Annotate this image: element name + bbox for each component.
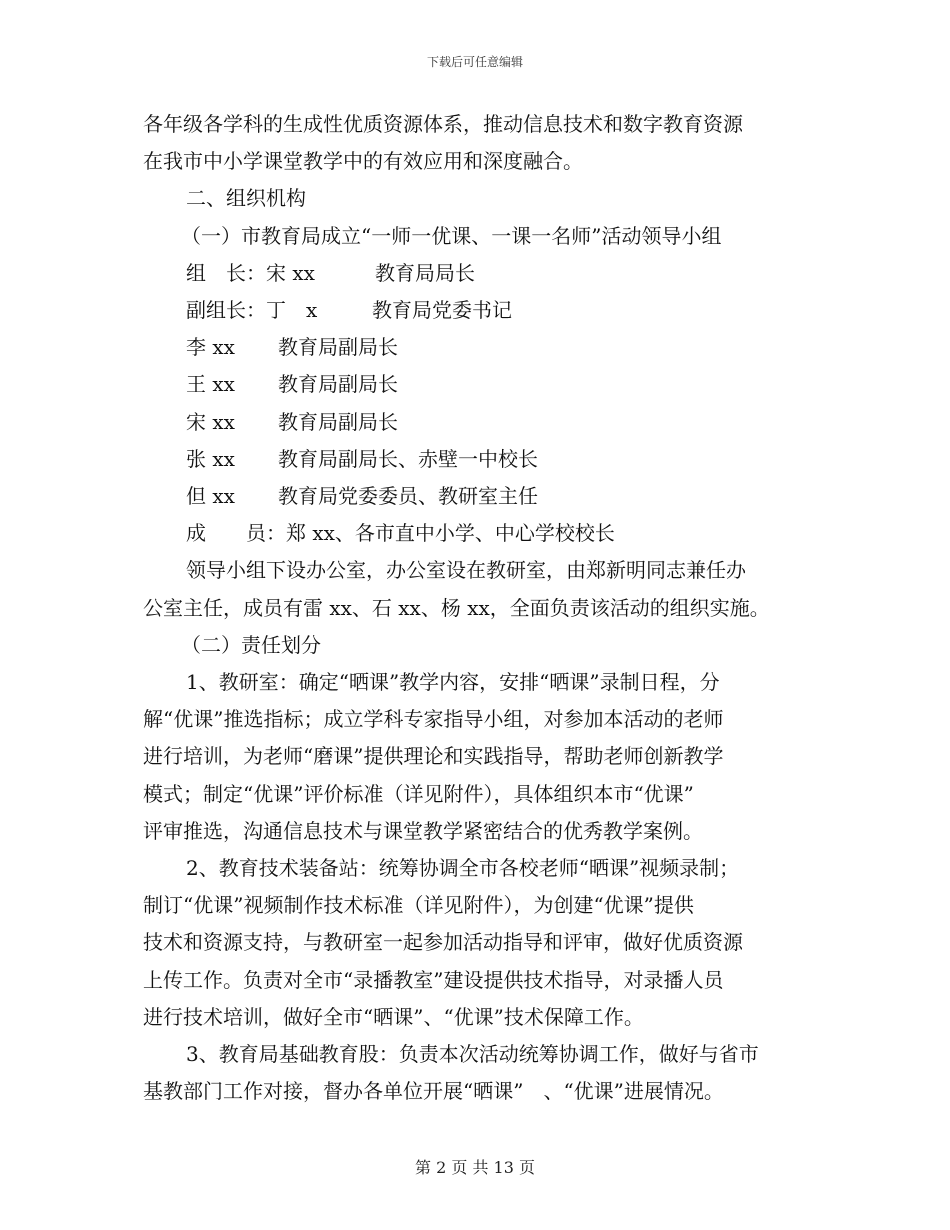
member-row [143, 366, 815, 403]
member-title: 教育局党委委员、教研室主任 [278, 484, 538, 509]
paragraph-line: 各年级各学科的生成性优质资源体系，推动信息技术和数字教育资源 [143, 112, 743, 136]
member-name: 宋 xx [186, 409, 235, 434]
paragraph-line: 领导小组下设办公室，办公室设在教研室，由郑新明同志兼任办 [186, 558, 746, 583]
member-title: 教育局副局长 [278, 372, 398, 397]
member-row [143, 478, 815, 515]
paragraph-line: 评审推选，沟通信息技术与课堂教学紧密结合的优秀教学案例。 [143, 818, 703, 843]
member-name: 王 xx [186, 372, 235, 397]
leader-title: 教育局局长 [375, 260, 475, 285]
paragraph-line: 解“优课”推选指标；成立学科专家指导小组，对参加本活动的老师 [143, 707, 724, 732]
paragraph-line: 模式；制定“优课”评价标准（详见附件），具体组织本市“优课” [143, 781, 694, 806]
members-line: 成 员：郑 xx、各市直中小学、中心学校校长 [186, 521, 615, 546]
paragraph-line: 3、教育局基础教育股：负责本次活动统筹协调工作，做好与省市 [186, 1042, 759, 1067]
paragraph-line: 进行技术培训，做好全市“晒课”、“优课”技术保障工作。 [143, 1004, 644, 1029]
section-heading: 二、组织机构 [186, 186, 306, 211]
paragraph-line: 在我市中小学课堂教学中的有效应用和深度融合。 [143, 149, 583, 174]
member-title: 教育局副局长 [278, 409, 398, 434]
member-name: 张 xx [186, 446, 235, 471]
page-footer: 第 2 页 共 13 页 [415, 1158, 535, 1177]
member-row [143, 329, 815, 366]
subsection-heading: （一）市教育局成立“一师一优课、一课一名师”活动领导小组 [181, 223, 722, 248]
member-title: 教育局副局长 [278, 335, 398, 360]
paragraph-line: 基教部门工作对接，督办各单位开展“晒课” 、“优课”进展情况。 [143, 1079, 724, 1104]
paragraph-line: 技术和资源支持，与教研室一起参加活动指导和评审，做好优质资源 [143, 930, 743, 955]
document-body [143, 106, 815, 1110]
paragraph-line: 1、教研室：确定“晒课”教学内容，安排“晒课”录制日程，分 [186, 670, 720, 695]
member-title: 教育局副局长、赤壁一中校长 [278, 446, 538, 471]
leader-row [143, 292, 815, 329]
subsection-heading: （二）责任划分 [181, 632, 321, 657]
page-header: 下载后可任意编辑 [426, 55, 523, 69]
member-row [143, 441, 815, 478]
member-row [143, 404, 815, 441]
paragraph-line: 进行培训，为老师“磨课”提供理论和实践指导，帮助老师创新教学 [143, 744, 724, 769]
paragraph-line: 2、教育技术装备站：统筹协调全市各校老师“晒课”视频录制； [186, 856, 740, 881]
leader-title: 教育局党委书记 [372, 298, 512, 323]
member-name: 李 xx [186, 335, 235, 360]
leader-name: 副组长：丁 x [186, 298, 318, 323]
leader-name: 组 长：宋 xx [186, 260, 315, 285]
leader-row [143, 255, 815, 292]
member-name: 但 xx [186, 484, 235, 509]
paragraph-line: 上传工作。负责对全市“录播教室”建设提供技术指导，对录播人员 [143, 967, 724, 992]
paragraph-line: 公室主任，成员有雷 xx、石 xx、杨 xx，全面负责该活动的组织实施。 [143, 595, 770, 620]
paragraph-line: 制订“优课”视频制作技术标准（详见附件），为创建“优课”提供 [143, 893, 694, 918]
